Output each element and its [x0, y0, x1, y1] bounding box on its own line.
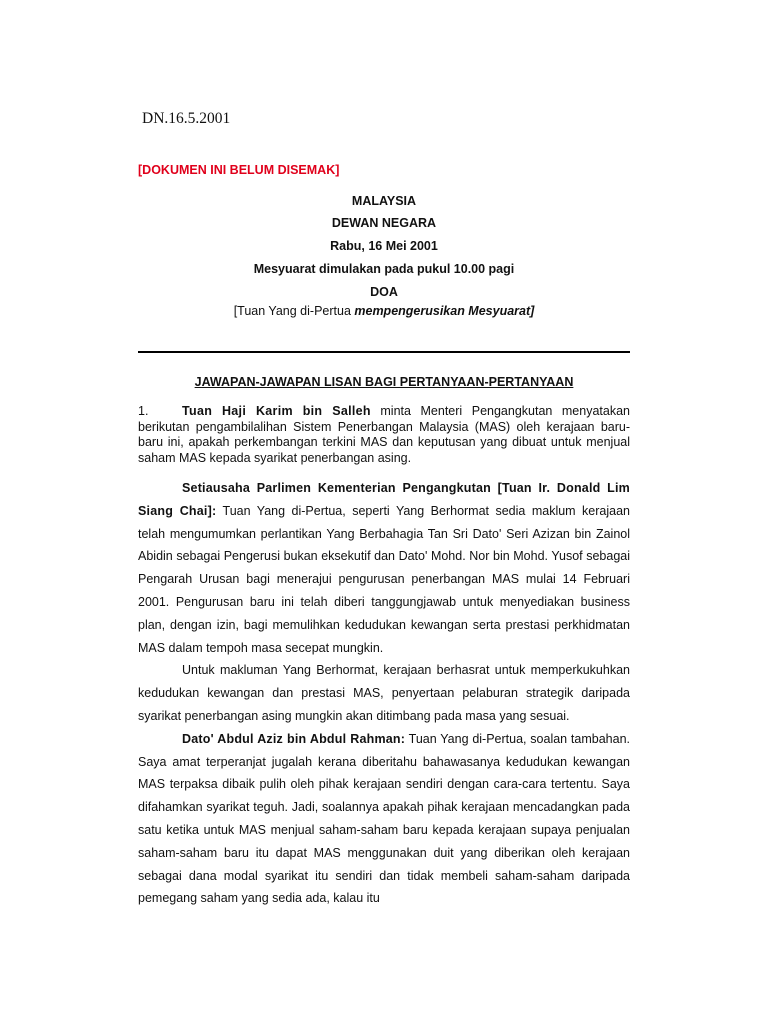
question-paragraph [138, 404, 630, 466]
chair-note [138, 304, 630, 318]
answer-text: Tuan Yang di-Pertua, soalan tambahan. Saya amat terperanjat jugalah kerana diberitahu bahawasanya kedudukan kewangan MAS terpaksa dibaik pulih oleh pihak kerajaan sendiri dengan cara-cara tertentu. Saya difahamkan syarikat teguh. Jadi, soalannya apakah pihak kerajaan mencadangkan pada satu ketika untuk MAS menjual saham-saham baru kepada kerajaan supaya penjualan saham-saham baru itu dapat MAS menggunakan duit yang diberikan oleh kerajaan sebagai dana modal syarikat itu sendiri dan tidak membeli saham-saham daripada pemegang saham yang sedia ada, kalau itu [138, 731, 630, 906]
not-reviewed-stamp: [DOKUMEN INI BELUM DISEMAK] [138, 163, 340, 177]
speaker-name: Dato' Abdul Aziz bin Abdul Rahman: [182, 731, 406, 746]
question-number: 1. [138, 404, 149, 418]
prayer-heading: DOA [370, 285, 398, 299]
answer-paragraph [138, 659, 630, 727]
answer-text: Untuk makluman Yang Berhormat, kerajaan berhasrat untuk memperkukuhkan kedudukan kewangan dan prestasi MAS, penyertaan pelaburan strategik daripada syarikat penerbangan asing mungkin akan ditimbang pada masa yang sesuai. [138, 663, 630, 723]
question-text: minta Menteri Pengangkutan menyatakan berikutan pengambilalihan Sistem Penerbangan Malaysia (MAS) oleh kerajaan baru-baru ini, apakah perkembangan terkini MAS dan keputusan yang dibuat untuk menjual saham MAS kepada syarikat penerbangan asing. [138, 404, 630, 465]
house-heading: DEWAN NEGARA [331, 216, 437, 230]
sitting-date: Rabu, 16 Mei 2001 [330, 239, 438, 253]
chair-note-italic: mempengerusikan Mesyuarat] [354, 304, 535, 318]
answer-body [138, 477, 630, 910]
answer-paragraph [138, 728, 630, 910]
document-number: DN.16.5.2001 [142, 110, 231, 127]
start-time: Mesyuarat dimulakan pada pukul 10.00 pagi [253, 262, 515, 276]
question-asker: Tuan Haji Karim bin Salleh [182, 404, 371, 418]
chair-note-prefix: [Tuan Yang di-Pertua [233, 304, 355, 318]
section-title: JAWAPAN-JAWAPAN LISAN BAGI PERTANYAAN-PERTANYAAN [194, 375, 574, 389]
speaker-name: Setiausaha Parlimen Kementerian Pengangkutan [Tuan Ir. Donald Lim Siang Chai]: [138, 481, 630, 518]
answer-paragraph [138, 477, 630, 659]
country-heading: MALAYSIA [351, 194, 417, 208]
horizontal-rule [138, 351, 630, 353]
answer-text: Tuan Yang di-Pertua, seperti Yang Berhormat sedia maklum kerajaan telah mengumumkan perlantikan Yang Berbahagia Tan Sri Dato' Seri Azizan bin Zainol Abidin sebagai Pengerusi bukan eksekutif dan Dato' Mohd. Nor bin Mohd. Yusof sebagai Pengarah Urusan bagi menerajui pengurusan penerbangan MAS mulai 14 Februari 2001. Pengurusan baru ini telah diberi tanggungjawab untuk menyediakan business plan, dengan izin, bagi memulihkan kedudukan kewangan serta prestasi perkhidmatan MAS dalam tempoh masa secepat mungkin. [138, 503, 630, 655]
